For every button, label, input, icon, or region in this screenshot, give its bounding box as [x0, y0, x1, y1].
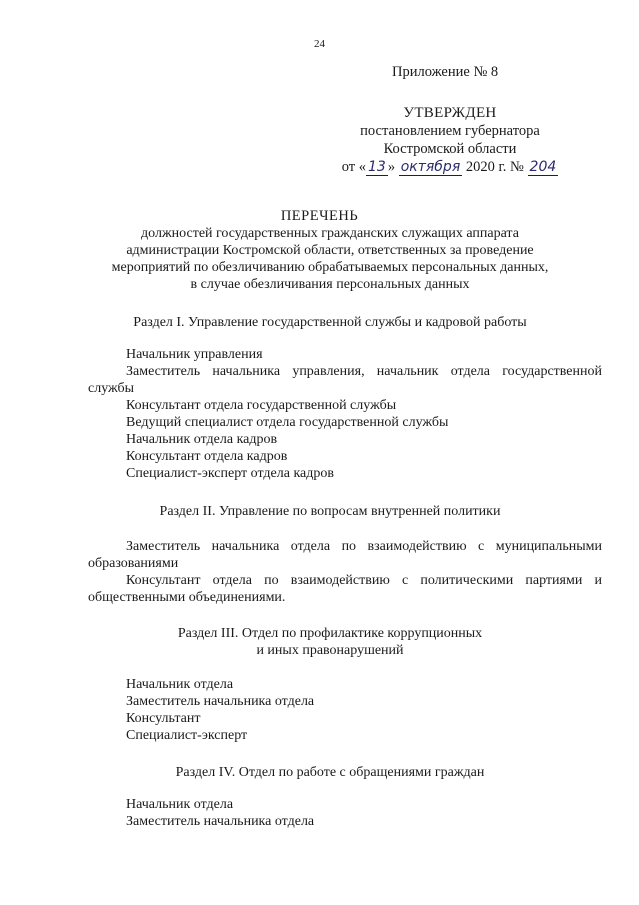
section-3-heading: [60, 625, 600, 659]
list-item: Начальник отдела: [126, 677, 234, 692]
section-1-list: [88, 346, 602, 482]
list-item: Начальник отдела кадров: [126, 432, 278, 447]
approval-line-1: постановлением губернатора: [360, 123, 540, 139]
date-quote-close: »: [387, 159, 396, 175]
list-item: Специалист-эксперт отдела кадров: [126, 466, 334, 481]
section-3-list: [88, 676, 602, 744]
approval-title: УТВЕРЖДЕН: [403, 105, 497, 121]
list-item: Начальник отдела: [126, 797, 234, 812]
appendix-label: Приложение № 8: [392, 64, 499, 80]
list-item: Заместитель начальника отдела: [126, 694, 315, 709]
section-2-list: [88, 538, 602, 606]
section-3-heading-line: Раздел III. Отдел по профилактике коррупционных: [177, 626, 483, 641]
subtitle-line: в случае обезличивания персональных данных: [190, 277, 470, 292]
date-prefix: от «: [341, 159, 366, 175]
list-item: Консультант отдела по взаимодействию с политическими партиями и общественными объединениями.: [88, 573, 602, 605]
handwritten-number: 204: [529, 159, 557, 175]
section-4-list: [88, 796, 602, 830]
approval-date-line: [300, 158, 600, 176]
section-2-heading: Раздел II. Управление по вопросам внутренней политики: [159, 504, 501, 519]
handwritten-month: октября: [400, 159, 461, 175]
section-1-heading: Раздел I. Управление государственной службы и кадровой работы: [133, 315, 527, 330]
document-title: ПЕРЕЧЕНЬ: [280, 208, 359, 224]
subtitle-line: мероприятий по обезличиванию обрабатываемых персональных данных,: [111, 260, 549, 275]
list-item: Заместитель начальника управления, начальник отдела государственной службы: [88, 364, 602, 396]
document-subtitle: [60, 225, 600, 293]
approval-block: [300, 104, 600, 176]
approval-line-2: Костромской области: [383, 141, 517, 157]
date-year: 2020 г. №: [465, 159, 524, 175]
list-item: Консультант отдела кадров: [126, 449, 288, 464]
list-item: Начальник управления: [126, 347, 263, 362]
section-4-heading: Раздел IV. Отдел по работе с обращениями граждан: [175, 765, 485, 780]
subtitle-line: должностей государственных гражданских служащих аппарата: [141, 226, 519, 241]
list-item: Заместитель начальника отдела по взаимодействию с муниципальными образованиями: [88, 539, 602, 571]
handwritten-day: 13: [368, 159, 386, 175]
section-3-heading-line: и иных правонарушений: [256, 643, 404, 658]
list-item: Ведущий специалист отдела государственной службы: [126, 415, 449, 430]
list-item: Специалист-эксперт: [126, 728, 248, 743]
page-number: 24: [314, 38, 325, 50]
subtitle-line: администрации Костромской области, ответственных за проведение: [126, 243, 534, 258]
list-item: Заместитель начальника отдела: [126, 814, 315, 829]
list-item: Консультант отдела государственной службы: [126, 398, 397, 413]
list-item: Консультант: [126, 711, 201, 726]
